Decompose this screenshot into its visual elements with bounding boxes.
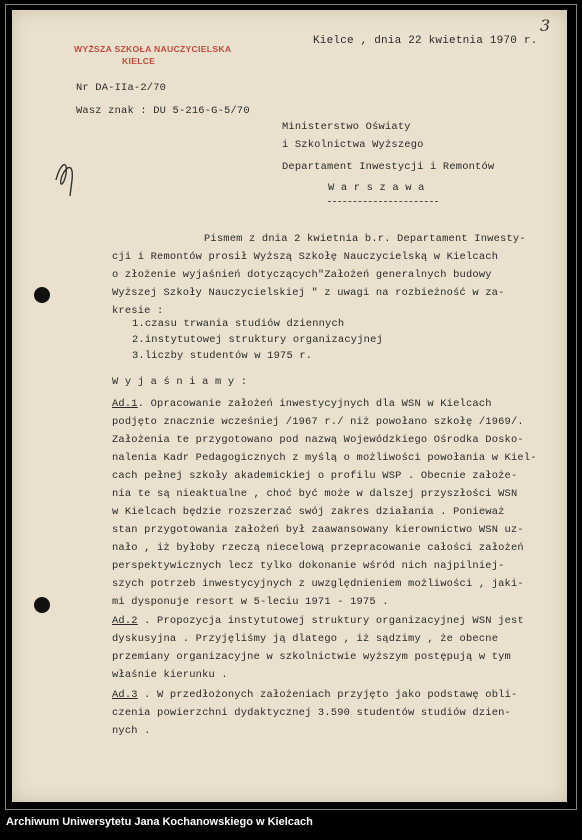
ad2-label: Ad.2	[112, 615, 138, 627]
ad3-first-line	[112, 689, 517, 701]
recipient-line2: i Szkolnictwa Wyższego	[282, 139, 424, 151]
ad1-line: nało , iż byłoby rzeczą niecelową przepracowanie całości założeń	[112, 542, 524, 554]
reference-number: Nr DA-IIa-2/70	[76, 82, 167, 94]
ad1-line: cach pełnej szkoły akademickiej o profilu WSP . Obecnie założe-	[112, 470, 518, 482]
page-number: 3	[540, 16, 551, 35]
your-reference: Wasz znak : DU 5-216-G-5/70	[76, 105, 250, 117]
city-underline	[328, 201, 438, 202]
ad3-first-text: . W przedłożonych założeniach przyjęto jako podstawę obli-	[137, 689, 518, 701]
list-item-2: 2.instytutowej struktury organizacyjnej	[132, 334, 383, 346]
document-page	[12, 10, 567, 802]
archive-footer: Archiwum Uniwersytetu Jana Kochanowskiego w Kielcach	[6, 816, 313, 828]
place-date: Kielce , dnia 22 kwietnia 1970 r.	[313, 35, 538, 47]
list-item-1: 1.czasu trwania studiów dziennych	[132, 318, 345, 330]
intro-line-4: Wyższej Szkoły Nauczycielskiej " z uwagi na rozbieżność w za-	[112, 287, 505, 299]
handwritten-paraph	[50, 150, 84, 200]
institution-stamp-line2: KIELCE	[122, 56, 156, 66]
ad1-line: nalenia Kadr Pedagogicznych z myślą o możliwości powołania w Kiel-	[112, 452, 537, 464]
punch-hole-bottom	[34, 597, 50, 613]
section-heading: W y j a ś n i a m y :	[112, 376, 248, 388]
ad1-line: Założenia te przygotowano pod nazwą Wojewódzkiego Ośrodka Dosko-	[112, 434, 524, 446]
ad1-label: Ad.1	[112, 398, 138, 410]
ad2-first-line	[112, 615, 524, 627]
ad3-line: nych .	[112, 725, 151, 737]
ad3-label: Ad.3	[112, 689, 138, 701]
list-item-3: 3.liczby studentów w 1975 r.	[132, 350, 313, 362]
ad1-line: szych potrzeb inwestycyjnych z uwzględnieniem możliwości , jaki-	[112, 578, 524, 590]
ad2-line: właśnie kierunku .	[112, 669, 228, 681]
intro-line-3: o złożenie wyjaśnień dotyczących"Założeń generalnych budowy	[112, 269, 492, 281]
ad1-line: mi dysponuje resort w 5-leciu 1971 - 1975 .	[112, 596, 389, 608]
punch-hole-top	[34, 287, 50, 303]
ad1-line: nia te są nieaktualne , choć być może w dalszej przyszłości WSN	[112, 488, 518, 500]
recipient-line1: Ministerstwo Oświaty	[282, 121, 411, 133]
ad1-first-text: . Opracowanie założeń inwestycyjnych dla WSN w Kielcach	[137, 398, 492, 410]
intro-line-1: Pismem z dnia 2 kwietnia b.r. Departament Inwesty-	[204, 233, 526, 245]
ad1-line: podjęto znacznie wcześniej /1967 r./ niż powołano szkołę /1969/.	[112, 416, 524, 428]
ad1-first-line	[112, 398, 492, 410]
ad1-line: w Kielcach będzie rozszerzać swój zakres działania . Ponieważ	[112, 506, 505, 518]
ad3-line: czenia powierzchni dydaktycznej 3.590 studentów studiów dzien-	[112, 707, 511, 719]
ad1-line: stan przygotowania założeń był zaawansowany kierownictwo WSN uz-	[112, 524, 524, 536]
ad2-first-text: . Propozycja instytutowej struktury organizacyjnej WSN jest	[137, 615, 524, 627]
intro-line-5: kresie :	[112, 305, 164, 317]
intro-line-2: cji i Remontów prosił Wyższą Szkołę Nauczycielską w Kielcach	[112, 251, 499, 263]
ad2-line: przemiany organizacyjne w szkolnictwie wyższym postępują w tym	[112, 651, 511, 663]
ad2-line: dyskusyjna . Przyjęliśmy ją dlatego , iż sądzimy , że obecne	[112, 633, 499, 645]
institution-stamp-line1: WYŻSZA SZKOŁA NAUCZYCIELSKA	[74, 44, 232, 54]
recipient-city: W a r s z a w a	[328, 182, 425, 194]
recipient-line3: Departament Inwestycji i Remontów	[282, 161, 495, 173]
ad1-line: perspektywicznych lecz tylko dokonanie wśród nich najpilniej-	[112, 560, 505, 572]
